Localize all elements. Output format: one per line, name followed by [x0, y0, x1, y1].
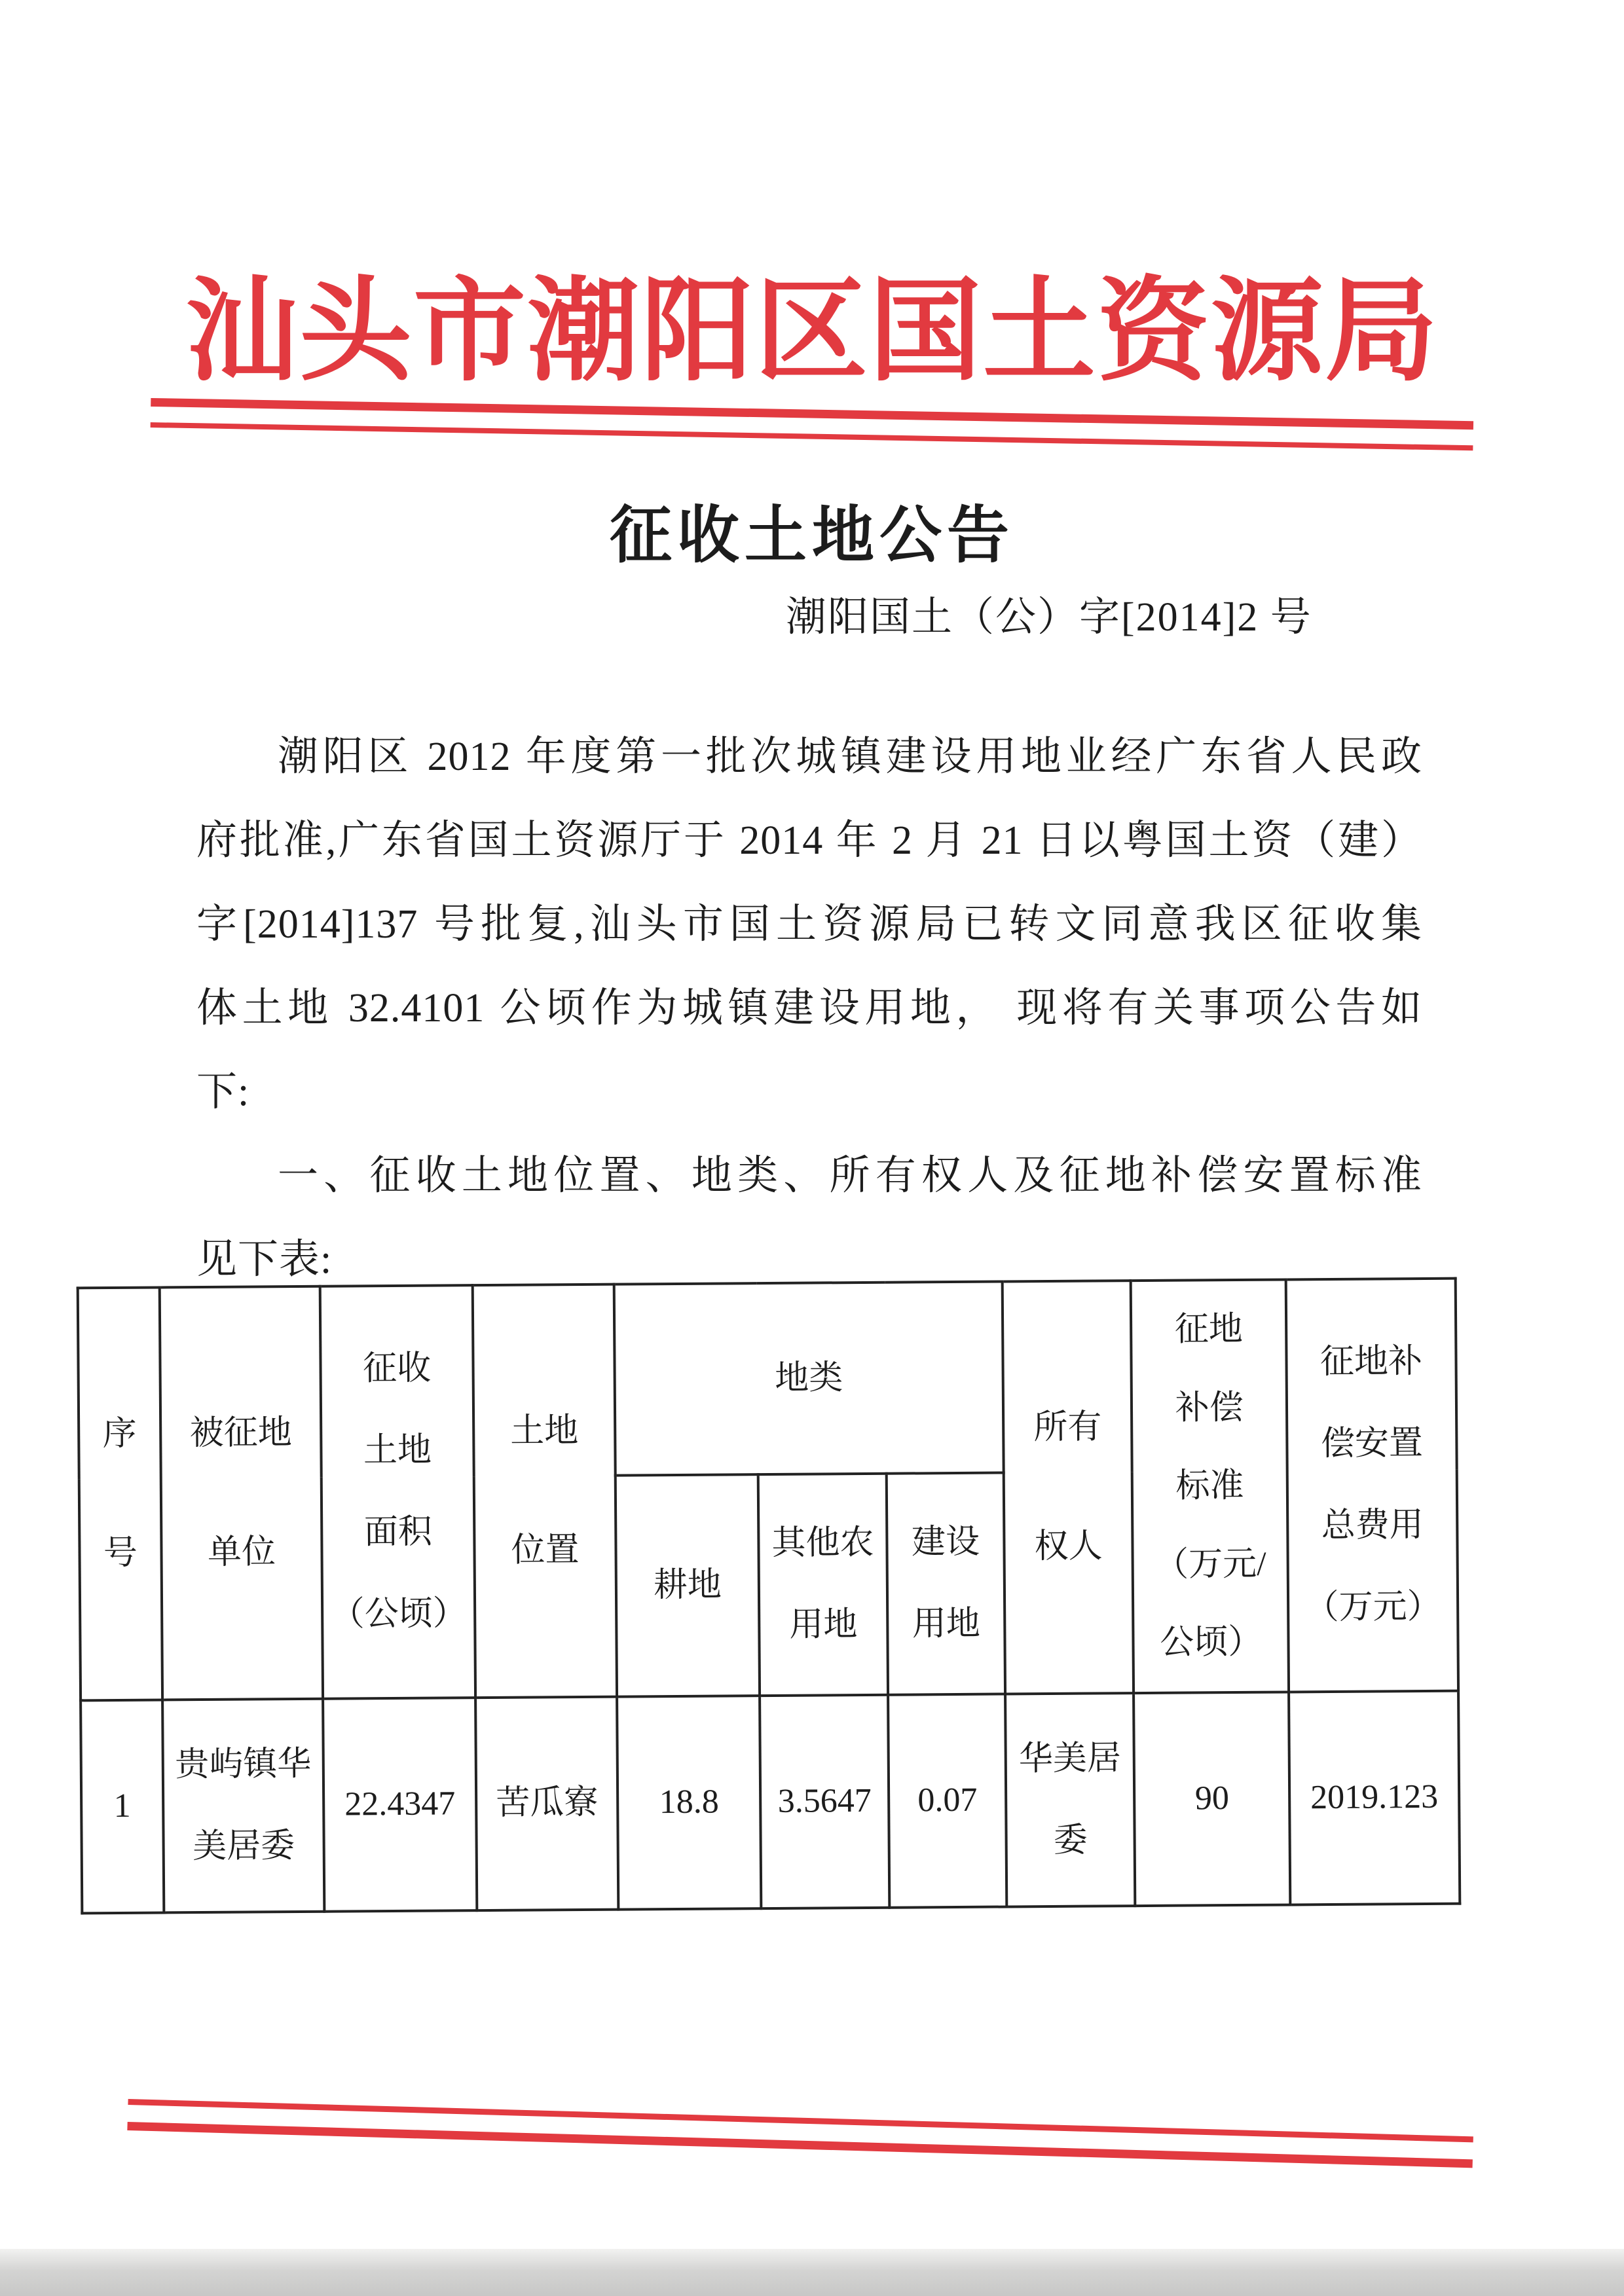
td-total-cost: 2019.123 — [1289, 1691, 1460, 1905]
td-other-agri: 3.5647 — [760, 1695, 890, 1908]
body-line: 见下表: — [196, 1237, 333, 1282]
body-line: 体土地 32.4101 公顷作为城镇建设用地， 现将有关事项公告如 — [196, 986, 1422, 1030]
td-comp-standard: 90 — [1134, 1692, 1291, 1906]
td-location: 苦瓜寮 — [475, 1697, 619, 1911]
body-line: 潮阳区 2012 年度第一批次城镇建设用地业经广东省人民政 — [278, 735, 1422, 779]
th-owner: 所有 权人 — [1003, 1281, 1134, 1694]
th-comp-standard: 征地 补偿 标准 （万元/ 公顷） — [1131, 1279, 1289, 1693]
td-seq: 1 — [81, 1700, 164, 1913]
bureau-title: 汕头市潮阳区国土资源局 — [185, 270, 1439, 395]
td-owner: 华美居 委 — [1005, 1693, 1135, 1906]
body-line: 字[2014]137 号批复,汕头市国土资源局已转文同意我区征收集 — [196, 902, 1422, 947]
red-line-thick — [151, 398, 1473, 429]
body-line: 一、征收土地位置、地类、所有权人及征地补偿安置标准 — [278, 1154, 1422, 1198]
th-unit: 被征地 单位 — [159, 1286, 323, 1700]
th-total-cost: 征地补 偿安置 总费用 （万元） — [1286, 1279, 1458, 1692]
scan-edge-shadow — [0, 2249, 1624, 2296]
th-area: 征收 土地 面积 （公顷） — [320, 1285, 475, 1699]
body-line: 府批准,广东省国土资源厅于 2014 年 2 月 21 日以粤国土资（建） — [196, 818, 1422, 863]
document-title: 征收土地公告 — [609, 501, 1014, 570]
header-red-divider — [151, 398, 1473, 450]
th-seq: 序 号 — [78, 1287, 162, 1700]
th-location: 土地 位置 — [472, 1285, 617, 1698]
th-cultivated: 耕地 — [616, 1474, 760, 1697]
table-row — [81, 1691, 1460, 1914]
td-unit: 贵屿镇华 美居委 — [162, 1699, 325, 1913]
th-construction: 建设 用地 — [887, 1472, 1005, 1694]
land-acquisition-table — [77, 1277, 1462, 1915]
th-land-class: 地类 — [614, 1281, 1004, 1475]
body-line: 下: — [196, 1070, 250, 1114]
td-area: 22.4347 — [323, 1698, 477, 1912]
document-number: 潮阳国土（公）字[2014]2 号 — [786, 595, 1312, 640]
td-cultivated: 18.8 — [617, 1696, 761, 1910]
body-paragraphs — [196, 715, 1422, 1302]
footer-red-divider — [127, 2099, 1473, 2168]
th-other-agri: 其他农 用地 — [758, 1474, 889, 1696]
td-construction: 0.07 — [888, 1694, 1006, 1907]
red-line-thick — [127, 2122, 1473, 2168]
red-line-thin — [151, 422, 1473, 450]
